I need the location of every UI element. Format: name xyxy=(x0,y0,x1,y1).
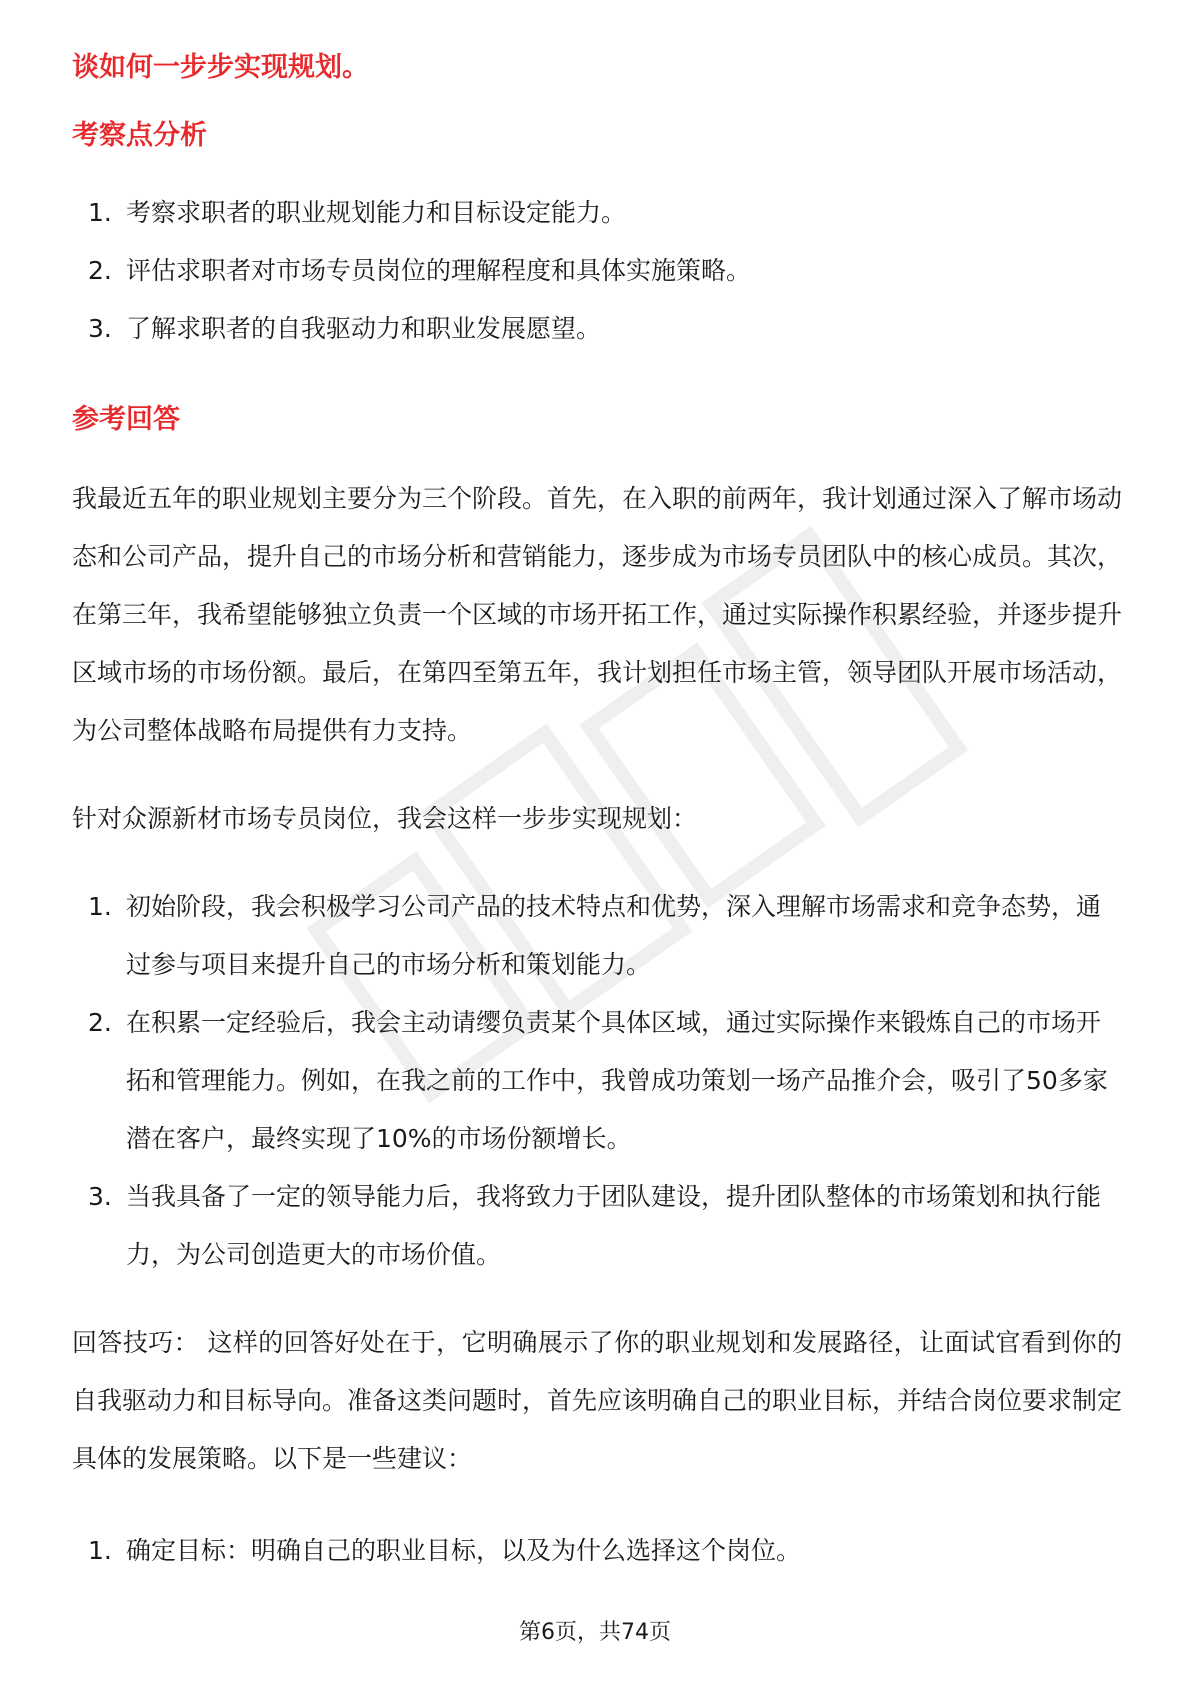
analysis-list xyxy=(72,184,1122,358)
tips-paragraph: 回答技巧： 这样的回答好处在于，它明确展示了你的职业规划和发展路径，让面试官看到你的自我驱动力和目标导向。准备这类问题时，首先应该明确自己的职业目标，并结合岗位要求制定具体的发展策略。以下是一些建议： xyxy=(72,1328,1123,1473)
document-page xyxy=(72,0,1122,1580)
list-item: 1. 确定目标：明确自己的职业目标，以及为什么选择这个岗位。 xyxy=(88,1536,802,1565)
answer-heading: 参考回答 xyxy=(72,404,180,435)
list-item: 1. 考察求职者的职业规划能力和目标设定能力。 xyxy=(88,198,627,227)
list-item: 3. 了解求职者的自我驱动力和职业发展愿望。 xyxy=(88,314,602,343)
intro-heading: 谈如何一步步实现规划。 xyxy=(72,52,369,83)
steps-list xyxy=(72,878,1122,1284)
list-item: 3. 当我具备了一定的领导能力后，我将致力于团队建设，提升团队整体的市场策划和执行能力，为公司创造更大的市场价值。 xyxy=(88,1182,1102,1269)
tips-list xyxy=(72,1522,1122,1580)
plan-intro-paragraph: 针对众源新材市场专员岗位，我会这样一步步实现规划： xyxy=(72,804,698,833)
list-item: 2. 在积累一定经验后，我会主动请缨负责某个具体区域，通过实际操作来锻炼自己的市场开拓和管理能力。例如，在我之前的工作中，我曾成功策划一场产品推介会，吸引了50多家潜在客户，最终实现了10%的市场份额增长。 xyxy=(88,1008,1108,1153)
list-item: 2. 评估求职者对市场专员岗位的理解程度和具体实施策略。 xyxy=(88,256,752,285)
page-number: 第6页，共74页 xyxy=(519,1620,671,1645)
answer-paragraph: 我最近五年的职业规划主要分为三个阶段。首先，在入职的前两年，我计划通过深入了解市场动态和公司产品，提升自己的市场分析和营销能力，逐步成为市场专员团队中的核心成员。其次，在第三年，我希望能够独立负责一个区域的市场开拓工作，通过实际操作积累经验，并逐步提升区域市场的市场份额。最后，在第四至第五年，我计划担任市场主管，领导团队开展市场活动，为公司整体战略布局提供有力支持。 xyxy=(72,484,1123,745)
analysis-heading: 考察点分析 xyxy=(72,120,207,151)
list-item: 1. 初始阶段，我会积极学习公司产品的技术特点和优势，深入理解市场需求和竞争态势，通过参与项目来提升自己的市场分析和策划能力。 xyxy=(88,892,1102,979)
